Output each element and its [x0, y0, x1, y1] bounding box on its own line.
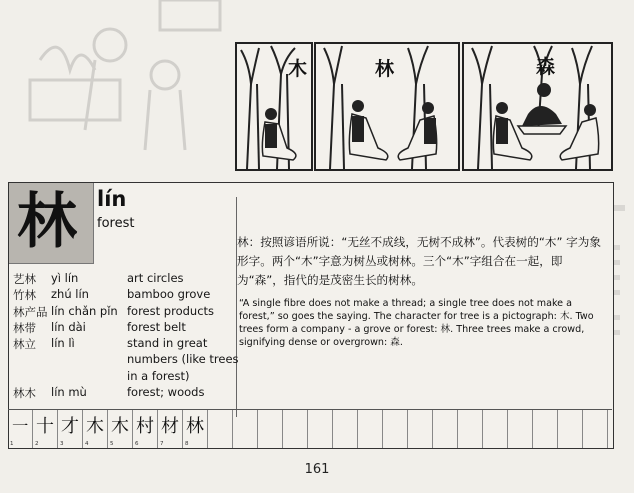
- panel-char: 木: [288, 58, 308, 80]
- stroke-number: 6: [135, 441, 139, 447]
- stroke-number: 1: [10, 441, 14, 447]
- stroke-number: 8: [185, 441, 189, 447]
- vocab-pinyin: lín lì: [51, 336, 75, 351]
- stroke-glyph: 村: [136, 416, 154, 437]
- illustration-panel-1: [235, 42, 313, 171]
- stroke-cell: [483, 410, 508, 448]
- stroke-cell: [383, 410, 408, 448]
- stroke-glyph: 木: [111, 416, 129, 437]
- panel-char: 森: [536, 56, 556, 78]
- vocab-row: [13, 287, 233, 303]
- panel-char: 林: [375, 58, 395, 80]
- vocab-chinese: 林产品: [13, 304, 48, 319]
- column-divider: [236, 197, 237, 417]
- stroke-glyph: 木: [86, 416, 104, 437]
- vocabulary-list: [13, 271, 239, 401]
- illustration-panel-3: [462, 42, 613, 171]
- vocab-english: forest; woods: [127, 385, 205, 400]
- stroke-order-grid: [8, 409, 612, 448]
- stroke-number: 3: [60, 441, 64, 447]
- illustration-panel-2: [314, 42, 460, 171]
- vocab-chinese: 林木: [13, 386, 36, 401]
- vocab-english: numbers (like trees: [127, 352, 239, 367]
- vocab-chinese: 竹林: [13, 288, 36, 303]
- headword-pinyin: lín: [97, 187, 127, 211]
- vocab-english: bamboo grove: [127, 287, 211, 302]
- vocab-row: [13, 336, 233, 352]
- vocab-english: forest belt: [127, 319, 186, 334]
- vocab-english: stand in great: [127, 336, 208, 351]
- page-number: 161: [304, 462, 330, 477]
- stroke-glyph: 林: [186, 416, 204, 437]
- stroke-glyph: 才: [61, 416, 79, 437]
- stroke-cell: [158, 410, 183, 448]
- faded-illustration: [0, 0, 232, 170]
- stroke-cell: [8, 410, 33, 448]
- vocab-chinese: 艺林: [13, 272, 36, 286]
- stroke-cell: [458, 410, 483, 448]
- vocab-pinyin: lín mù: [51, 385, 87, 400]
- stroke-cell: [533, 410, 558, 448]
- stroke-cell: [583, 410, 608, 448]
- vocab-english: forest products: [127, 303, 215, 318]
- vocab-row: [13, 369, 233, 385]
- headword-meaning: forest: [97, 216, 135, 231]
- vocab-english: in a forest): [127, 368, 190, 383]
- vocab-pinyin: lín dài: [51, 319, 86, 334]
- vocab-pinyin: yì lín: [51, 271, 79, 285]
- stroke-cell: [208, 410, 233, 448]
- explanation-chinese: 林：按照谚语所说：“无丝不成线，无树不成林”。代表树的“木” 字为象形字。两个“木”字意为树丛或树林。三个“木”字组合在一起，即为“森”，指代的是茂密生长的树林。: [237, 235, 601, 287]
- stroke-cell: [508, 410, 533, 448]
- stroke-cell: [258, 410, 283, 448]
- stroke-number: 5: [110, 441, 114, 447]
- vocab-pinyin: lín chǎn pǐn: [51, 303, 118, 318]
- stroke-cell: [108, 410, 133, 448]
- stroke-glyph: 十: [36, 416, 54, 437]
- stroke-number: 2: [35, 441, 39, 447]
- stroke-cell: [83, 410, 108, 448]
- vocab-english: art circles: [127, 271, 184, 285]
- stroke-cell: [133, 410, 158, 448]
- stroke-cell: [358, 410, 383, 448]
- stroke-cell: [308, 410, 333, 448]
- stroke-cell: [433, 410, 458, 448]
- headword-character: 林: [17, 187, 77, 257]
- stroke-cell: [333, 410, 358, 448]
- stroke-cell: [183, 410, 208, 448]
- character-box: [9, 183, 94, 264]
- vocab-chinese: 林立: [13, 337, 36, 352]
- stroke-cell: [558, 410, 583, 448]
- stroke-cell: [233, 410, 258, 448]
- stroke-number: 7: [160, 441, 164, 447]
- stroke-cell: [33, 410, 58, 448]
- stroke-glyph: 材: [161, 416, 179, 437]
- stroke-cell: [408, 410, 433, 448]
- vocab-row: [13, 352, 239, 368]
- stroke-cell: [58, 410, 83, 448]
- vocab-row: [13, 320, 233, 336]
- stroke-number: 4: [85, 441, 89, 447]
- stroke-cell: [283, 410, 308, 448]
- vocab-row: [13, 385, 233, 401]
- vocab-chinese: 林带: [13, 320, 36, 335]
- vocab-row: [13, 271, 233, 287]
- explanation-english: “A single fibre does not make a thread; a single tree does not make a forest,” so goes the saying. The character for tree is a pictograph: 木. Two trees form a company - a grove or forest: 林. Three trees make a crowd, signifying dense or overgrown: 森.: [239, 298, 594, 348]
- vocab-pinyin: zhú lín: [51, 287, 89, 302]
- stroke-glyph: ㇐: [11, 416, 29, 437]
- vocab-row: [13, 304, 233, 320]
